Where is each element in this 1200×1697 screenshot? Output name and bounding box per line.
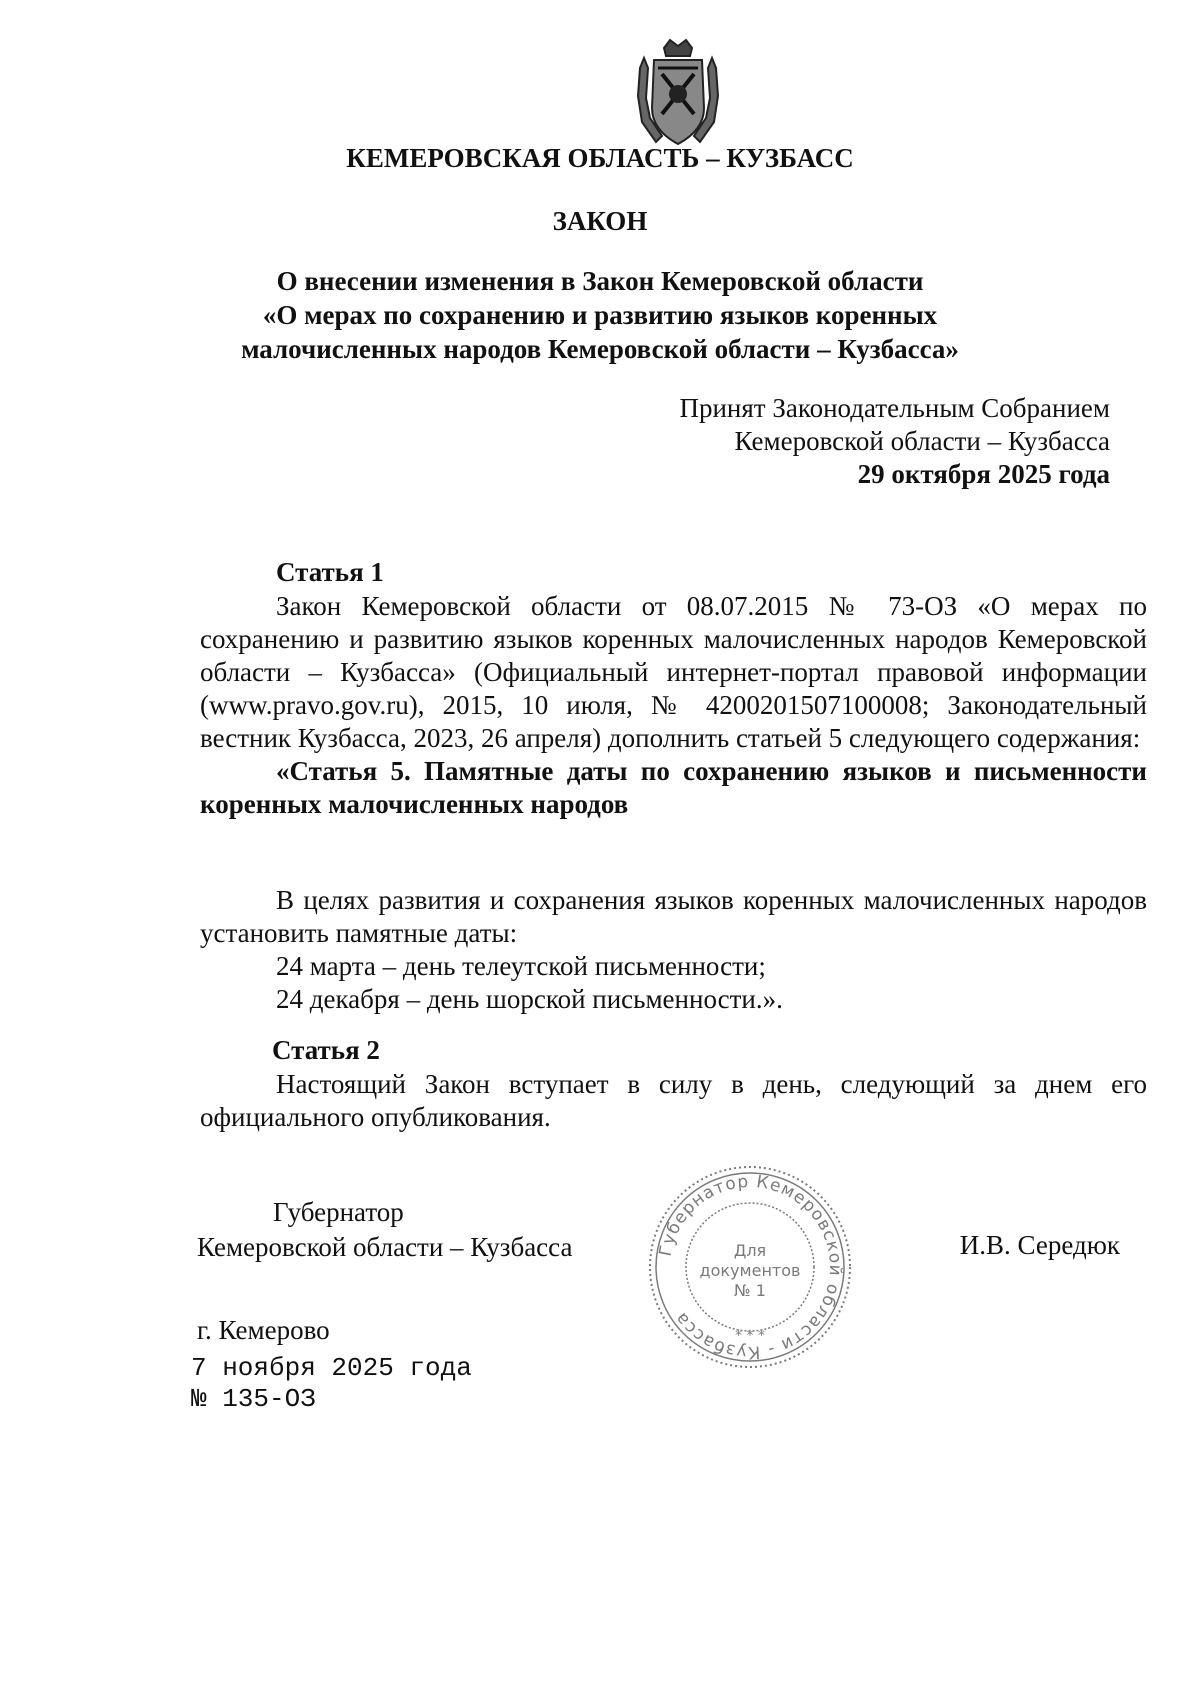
law-title-line: О внесении изменения в Закон Кемеровской области: [276, 266, 924, 296]
stamp-center-text: № 1: [734, 1281, 766, 1300]
adoption-line: Принят Законодательным Собранием: [679, 393, 1110, 423]
position-line: Губернатор: [273, 1197, 404, 1227]
article-1-text: [200, 590, 1147, 821]
signatory-position: [197, 1195, 572, 1265]
article-1-paragraph: Закон Кемеровской области от 08.07.2015 № 73-ОЗ «О мерах по сохранению и развитию языков коренных малочисленных народов Кемеровской области – Кузбасса» (Официальный интернет-портал правовой информации (www.pravo.gov.ru), 2015, 10 июля, № 4200201507100008; Законодательный вестник Кузбасса, 2023, 26 апреля) дополнить статьей 5 следующего содержания:: [200, 591, 1147, 753]
adoption-date: 29 октября 2025 года: [857, 459, 1110, 489]
article-1-heading: Статья 1: [276, 557, 384, 587]
article-2-heading: Статья 2: [272, 1035, 380, 1065]
law-number: № 135-ОЗ: [191, 1384, 316, 1414]
stamp-center-text: документов: [699, 1261, 801, 1280]
region-heading: КЕМЕРОВСКАЯ ОБЛАСТЬ – КУЗБАСС: [346, 143, 854, 173]
new-article-title: «Статья 5. Памятные даты по сохранению языков и письменности коренных малочисленных народов: [200, 756, 1147, 819]
law-title-line: «О мерах по сохранению и развитию языков коренных: [262, 300, 938, 330]
adoption-block: [510, 392, 1110, 491]
new-article-paragraph: В целях развития и сохранения языков коренных малочисленных народов установить памятные даты:: [200, 885, 1147, 948]
coat-of-arms-emblem: [634, 38, 722, 150]
official-stamp: [643, 1160, 857, 1374]
law-title: [0, 264, 1200, 366]
signing-place: г. Кемерово: [197, 1315, 330, 1345]
signatory-name: И.В. Середюк: [959, 1230, 1120, 1260]
stamp-center-text: Для: [733, 1241, 767, 1260]
new-article-body: [200, 884, 1147, 1016]
stamp-stars: * * *: [735, 1328, 765, 1344]
position-line: Кемеровской области – Кузбасса: [197, 1232, 573, 1262]
stamp-ring-text: Губернатор Кемеровской области - Кузбасса: [655, 1171, 846, 1363]
document-type-heading: ЗАКОН: [552, 206, 648, 236]
law-title-line: малочисленных народов Кемеровской области – Кузбасса»: [241, 334, 959, 364]
adoption-line: Кемеровской области – Кузбасса: [734, 426, 1110, 456]
memorial-date-2: 24 декабря – день шорской письменности.».: [276, 984, 783, 1014]
memorial-date-1: 24 марта – день телеутской письменности;: [276, 951, 766, 981]
signing-date: 7 ноября 2025 года: [191, 1353, 472, 1383]
article-2-paragraph: Настоящий Закон вступает в силу в день, следующий за днем его официального опубликования.: [200, 1069, 1147, 1132]
article-2-text: [200, 1068, 1147, 1134]
